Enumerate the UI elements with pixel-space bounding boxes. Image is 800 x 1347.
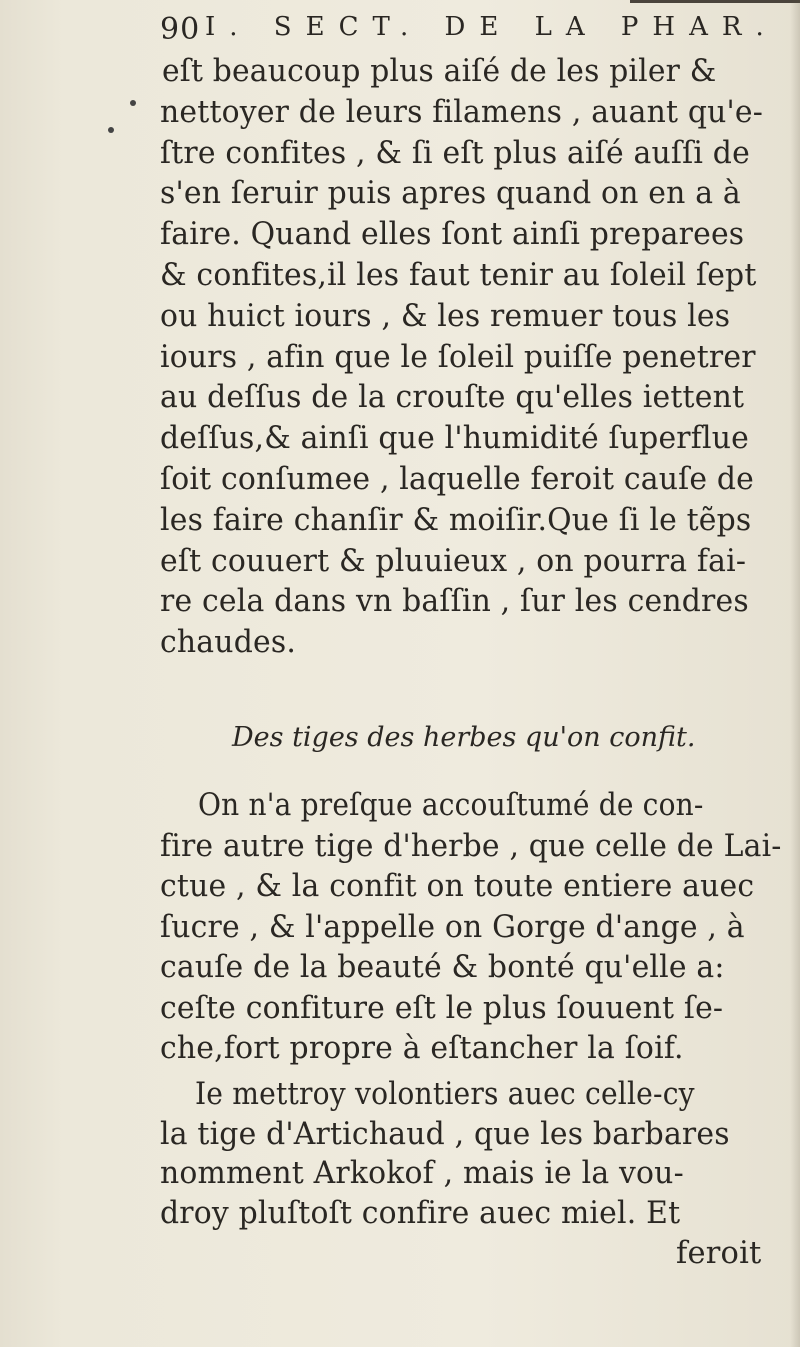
text-line: chaudes. bbox=[160, 625, 297, 661]
text-line: droy pluſtoſt confire auec miel. Et bbox=[160, 1195, 681, 1231]
running-header bbox=[160, 8, 790, 52]
text-line: au deſſus de la crouſte qu'elles iettent bbox=[160, 380, 745, 416]
text-line: ctue , & la confit on toute entiere auec bbox=[160, 869, 755, 904]
text-line: Ie mettroy volontiers auec celle-cy bbox=[195, 1077, 695, 1112]
running-title: I. SECT. DE LA PHAR. bbox=[205, 12, 778, 42]
text-line: fire autre tige d'herbe , que celle de Lai- bbox=[160, 828, 782, 864]
text-line: la tige d'Artichaud , que les barbares bbox=[160, 1116, 730, 1152]
margin-mark bbox=[130, 100, 136, 106]
section-heading: Des tiges des herbes qu'on confit. bbox=[232, 722, 696, 753]
top-rule bbox=[630, 0, 800, 3]
page-number: 90 bbox=[160, 12, 201, 47]
text-line: nomment Arkokof , mais ie la vou- bbox=[160, 1156, 684, 1191]
text-line: deſſus,& ainſi que l'humidité ſuperflue bbox=[160, 421, 749, 457]
text-line: les faire chanſir & moiſir.Que ſi le tẽps bbox=[160, 502, 752, 538]
text-line: ſucre , & l'appelle on Gorge d'ange , à bbox=[160, 909, 745, 945]
catchword: feroit bbox=[676, 1236, 762, 1271]
text-line: & confites,il les faut tenir au ſoleil ſept bbox=[160, 258, 757, 293]
text-line: eſt beaucoup plus aiſé de les piler & bbox=[162, 54, 717, 89]
text-line: re cela dans vn baſſin , ſur les cendres bbox=[160, 584, 749, 620]
text-line: cauſe de la beauté & bonté qu'elle a: bbox=[160, 950, 725, 985]
text-line: s'en ſeruir puis apres quand on en a à bbox=[160, 176, 741, 212]
text-line: On n'a preſque accouſtumé de con- bbox=[198, 788, 704, 823]
page-edge-shadow bbox=[790, 0, 800, 1347]
text-line: eſt couuert & pluuieux , on pourra fai- bbox=[160, 543, 747, 579]
margin-mark bbox=[108, 127, 114, 133]
text-line: nettoyer de leurs filamens , auant qu'e- bbox=[160, 94, 764, 130]
text-line: ſtre confites , & ſi eſt plus aiſé auſſi de bbox=[160, 135, 750, 171]
text-line: ceſte confiture eſt le plus ſouuent ſe- bbox=[160, 990, 724, 1026]
text-line: che,fort propre à eſtancher la ſoif. bbox=[160, 1031, 684, 1066]
text-line: iours , afin que le ſoleil puiſſe penetrer bbox=[160, 339, 756, 375]
text-line: faire. Quand elles ſont ainſi preparees bbox=[160, 217, 745, 253]
text-line: ou huict iours , & les remuer tous les bbox=[160, 298, 731, 334]
text-line: ſoit conſumee , laquelle feroit cauſe de bbox=[160, 462, 755, 497]
